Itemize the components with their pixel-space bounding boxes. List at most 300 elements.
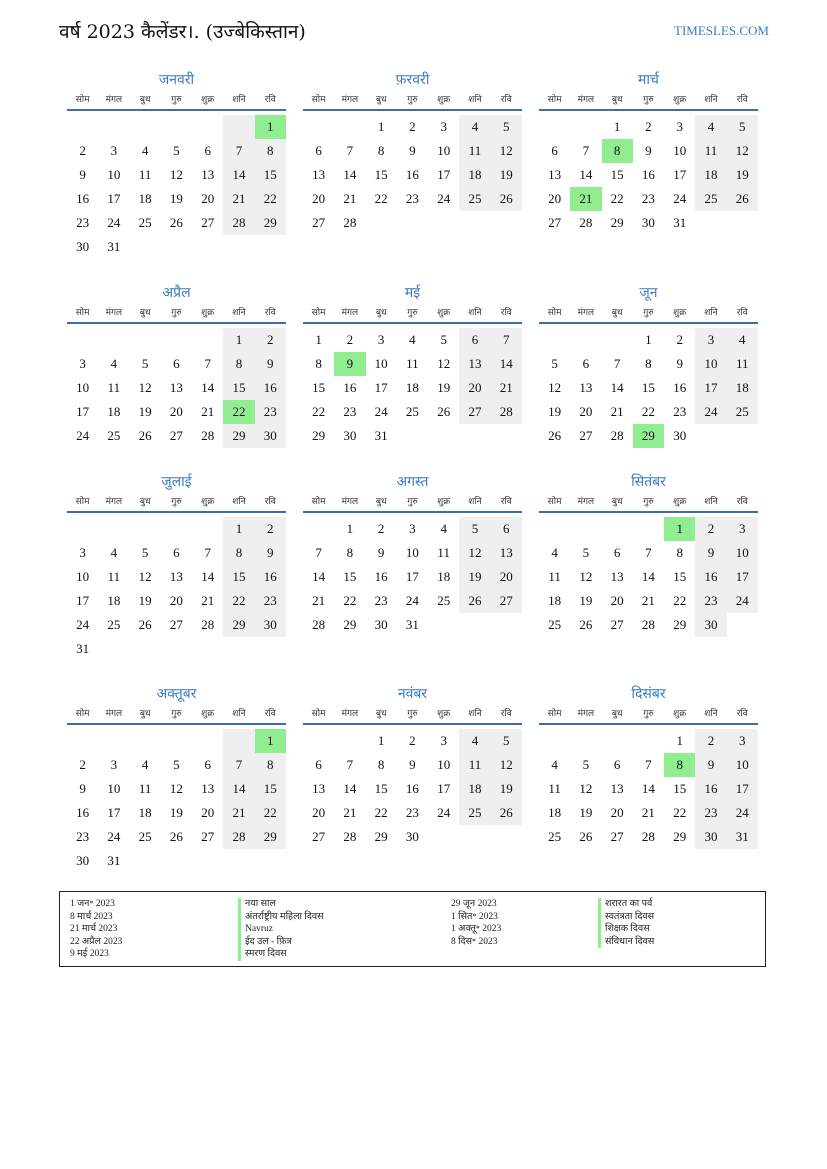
day-cell: 1: [664, 517, 695, 541]
day-cell: 29: [255, 825, 286, 849]
empty-day-cell: [98, 517, 129, 541]
day-cell: 11: [695, 139, 726, 163]
day-cell: 10: [727, 753, 758, 777]
weekday-label: गुरु: [407, 497, 418, 507]
empty-day-cell: [192, 328, 223, 352]
day-cell: 23: [255, 400, 286, 424]
day-cell: 10: [374, 356, 388, 371]
day-grid: [303, 115, 522, 235]
weekday-label: मंगल: [577, 308, 595, 318]
empty-day-cell: [633, 517, 664, 541]
day-cell: 22: [223, 400, 254, 424]
month-block: [67, 283, 286, 448]
day-cell: 9: [645, 143, 652, 158]
legend-holiday-name: नया साल: [238, 898, 324, 911]
weekday-label: रवि: [736, 709, 748, 719]
day-cell: 28: [201, 428, 215, 443]
day-cell: 22: [374, 191, 388, 206]
month-name: नवंबर: [397, 686, 428, 702]
weekday-label: बुध: [139, 709, 151, 719]
day-cell: 3: [440, 733, 447, 748]
day-cell: 14: [641, 781, 655, 796]
day-cell: 17: [107, 191, 121, 206]
weekday-label: गुरु: [171, 497, 182, 507]
weekday-header: [67, 494, 286, 513]
weekday-label: सोम: [311, 497, 326, 507]
day-cell: 26: [548, 428, 562, 443]
day-cell: 19: [548, 404, 562, 419]
day-cell: 11: [459, 139, 490, 163]
month-block: [539, 472, 758, 637]
weekday-label: शनि: [704, 709, 718, 719]
day-cell: 11: [548, 781, 561, 796]
day-cell: 14: [343, 781, 357, 796]
weekday-label: सोम: [311, 709, 326, 719]
day-cell: 27: [610, 829, 624, 844]
day-cell: 5: [440, 332, 447, 347]
weekday-label: शुक्र: [201, 709, 215, 719]
day-cell: 29: [633, 424, 664, 448]
day-cell: 9: [676, 356, 683, 371]
weekday-header: [303, 494, 522, 513]
weekday-label: शुक्र: [673, 709, 687, 719]
day-cell: 26: [169, 829, 183, 844]
day-cell: 19: [579, 593, 593, 608]
day-cell: 29: [673, 829, 687, 844]
day-cell: 12: [437, 356, 451, 371]
day-cell: 17: [76, 593, 90, 608]
day-cell: 6: [459, 328, 490, 352]
day-cell: 28: [641, 829, 655, 844]
empty-day-cell: [98, 115, 129, 139]
day-cell: 9: [695, 753, 726, 777]
day-cell: 6: [204, 143, 211, 158]
day-cell: 23: [641, 191, 655, 206]
day-cell: 7: [204, 356, 211, 371]
day-cell: 21: [343, 191, 357, 206]
day-cell: 20: [548, 191, 562, 206]
day-cell: 16: [374, 569, 388, 584]
day-cell: 12: [579, 781, 593, 796]
day-cell: 21: [223, 801, 254, 825]
weekday-label: सोम: [547, 308, 562, 318]
day-cell: 28: [610, 428, 624, 443]
day-cell: 8: [645, 356, 652, 371]
day-grid: [303, 328, 522, 448]
day-cell: 28: [579, 215, 593, 230]
day-cell: 31: [405, 617, 419, 632]
day-cell: 25: [138, 829, 152, 844]
day-cell: 28: [312, 617, 326, 632]
day-cell: 4: [440, 521, 447, 536]
day-cell: 4: [141, 757, 149, 772]
day-cell: 28: [223, 211, 254, 235]
day-cell: 16: [405, 781, 419, 796]
day-cell: 31: [107, 853, 121, 868]
day-cell: 26: [169, 215, 183, 230]
day-cell: 15: [343, 569, 357, 584]
weekday-label: मंगल: [341, 497, 359, 507]
day-cell: 1: [223, 328, 254, 352]
empty-day-cell: [633, 729, 664, 753]
day-cell: 15: [374, 167, 388, 182]
day-cell: 21: [570, 187, 601, 211]
day-cell: 19: [459, 565, 490, 589]
day-cell: 11: [138, 167, 152, 182]
month-block: [67, 70, 286, 259]
weekday-label: शुक्र: [437, 497, 451, 507]
month-block: [67, 472, 286, 661]
day-cell: 8: [664, 753, 695, 777]
day-cell: 30: [255, 613, 286, 637]
holiday-legend: [59, 891, 766, 967]
day-cell: 16: [641, 167, 655, 182]
legend-date: 8 मार्च 2023: [70, 911, 113, 922]
legend-dates-left: [70, 898, 122, 961]
day-cell: 27: [579, 428, 593, 443]
legend-date: 1 सित॰ 2023: [451, 911, 498, 922]
day-cell: 1: [377, 733, 385, 748]
legend-holiday-name: Navruz: [238, 923, 324, 936]
day-cell: 3: [110, 143, 118, 158]
day-grid: [539, 729, 758, 849]
empty-day-cell: [67, 729, 98, 753]
day-cell: 8: [255, 139, 286, 163]
empty-day-cell: [334, 115, 365, 139]
day-cell: 25: [437, 593, 451, 608]
empty-day-cell: [539, 517, 570, 541]
day-cell: 17: [437, 781, 451, 796]
empty-day-cell: [130, 729, 161, 753]
day-cell: 27: [312, 829, 326, 844]
day-cell: 18: [437, 569, 451, 584]
day-cell: 23: [405, 191, 419, 206]
day-cell: 26: [437, 404, 451, 419]
day-cell: 1: [645, 332, 652, 347]
day-cell: 29: [255, 211, 286, 235]
day-cell: 9: [79, 781, 86, 796]
month-name: फ़रवरी: [395, 72, 430, 88]
weekday-label: मंगल: [341, 709, 359, 719]
day-cell: 3: [79, 545, 86, 560]
weekday-label: गुरु: [643, 308, 654, 318]
empty-day-cell: [223, 729, 254, 753]
day-cell: 30: [374, 617, 388, 632]
day-cell: 19: [138, 593, 152, 608]
weekday-label: बुध: [611, 709, 623, 719]
day-cell: 23: [405, 805, 419, 820]
day-cell: 5: [173, 143, 180, 158]
weekday-header: [539, 92, 758, 111]
empty-day-cell: [130, 328, 161, 352]
day-cell: 27: [169, 428, 183, 443]
day-cell: 20: [201, 191, 215, 206]
weekday-label: सोम: [311, 95, 326, 105]
day-cell: 24: [76, 428, 90, 443]
day-cell: 11: [107, 569, 121, 584]
day-cell: 1: [676, 733, 683, 748]
weekday-label: शनि: [232, 709, 246, 719]
day-cell: 30: [695, 613, 726, 637]
day-cell: 6: [204, 757, 211, 772]
day-cell: 14: [491, 352, 522, 376]
weekday-label: रवि: [264, 308, 276, 318]
day-cell: 30: [695, 825, 726, 849]
day-cell: 17: [374, 380, 388, 395]
empty-day-cell: [161, 115, 192, 139]
day-cell: 28: [223, 825, 254, 849]
weekday-header: [303, 706, 522, 725]
empty-day-cell: [98, 729, 129, 753]
day-cell: 24: [107, 215, 121, 230]
day-cell: 4: [695, 115, 726, 139]
day-cell: 16: [76, 805, 90, 820]
day-cell: 12: [138, 380, 152, 395]
month-block: [539, 283, 758, 448]
day-cell: 13: [169, 380, 183, 395]
weekday-label: शनि: [232, 95, 246, 105]
day-cell: 16: [695, 777, 726, 801]
day-cell: 1: [315, 332, 322, 347]
day-cell: 19: [437, 380, 451, 395]
day-cell: 21: [201, 404, 215, 419]
day-cell: 15: [673, 569, 687, 584]
day-cell: 19: [491, 163, 522, 187]
day-cell: 17: [727, 777, 758, 801]
day-cell: 11: [548, 569, 561, 584]
empty-day-cell: [67, 328, 98, 352]
day-cell: 7: [645, 757, 652, 772]
day-cell: 27: [548, 215, 562, 230]
empty-day-cell: [98, 328, 129, 352]
weekday-label: शुक्र: [437, 709, 451, 719]
day-cell: 20: [491, 565, 522, 589]
day-cell: 11: [406, 356, 419, 371]
day-cell: 4: [459, 115, 490, 139]
day-cell: 13: [312, 167, 326, 182]
day-cell: 26: [579, 617, 593, 632]
weekday-label: रवि: [500, 95, 512, 105]
day-cell: 9: [334, 352, 365, 376]
weekday-label: शुक्र: [673, 308, 687, 318]
day-cell: 1: [255, 729, 286, 753]
weekday-label: मंगल: [341, 308, 359, 318]
day-cell: 26: [459, 589, 490, 613]
weekday-label: शनि: [468, 497, 482, 507]
day-cell: 25: [138, 215, 152, 230]
day-cell: 15: [673, 781, 687, 796]
day-cell: 14: [201, 380, 215, 395]
day-cell: 22: [673, 593, 687, 608]
day-cell: 10: [107, 167, 121, 182]
day-cell: 6: [173, 356, 180, 371]
day-cell: 26: [579, 829, 593, 844]
day-cell: 15: [255, 163, 286, 187]
weekday-label: शुक्र: [673, 95, 687, 105]
day-cell: 20: [579, 404, 593, 419]
day-cell: 10: [405, 545, 419, 560]
day-grid: [67, 115, 286, 259]
day-cell: 7: [491, 328, 522, 352]
empty-day-cell: [161, 328, 192, 352]
day-cell: 22: [374, 805, 388, 820]
day-cell: 2: [79, 757, 86, 772]
weekday-label: मंगल: [577, 95, 595, 105]
weekday-label: सोम: [311, 308, 326, 318]
day-cell: 25: [107, 428, 121, 443]
month-block: [303, 472, 522, 637]
day-cell: 11: [107, 380, 121, 395]
day-cell: 20: [610, 805, 624, 820]
day-grid: [539, 517, 758, 637]
day-cell: 6: [613, 545, 621, 560]
day-cell: 11: [727, 352, 758, 376]
month-name: दिसंबर: [631, 686, 666, 702]
weekday-label: मंगल: [577, 497, 595, 507]
day-cell: 30: [641, 215, 655, 230]
day-cell: 13: [169, 569, 183, 584]
day-cell: 14: [579, 167, 593, 182]
day-cell: 1: [346, 521, 354, 536]
month-name: अप्रैल: [162, 285, 191, 301]
weekday-label: शनि: [704, 497, 718, 507]
weekday-header: [67, 92, 286, 111]
site-link[interactable]: TIMESLES.COM: [674, 23, 769, 38]
empty-day-cell: [192, 115, 223, 139]
day-cell: 4: [110, 356, 118, 371]
legend-date: 29 जून 2023: [451, 899, 497, 909]
weekday-label: गुरु: [407, 709, 418, 719]
legend-holiday-name: स्वतंत्रता दिवस: [598, 911, 654, 924]
day-cell: 7: [346, 143, 354, 158]
day-cell: 1: [223, 517, 254, 541]
empty-day-cell: [602, 729, 633, 753]
day-cell: 2: [377, 521, 385, 536]
legend-holiday-name: स्मरण दिवस: [238, 948, 324, 961]
day-cell: 14: [641, 569, 655, 584]
weekday-label: मंगल: [105, 497, 123, 507]
day-grid: [67, 729, 286, 873]
day-cell: 24: [374, 404, 388, 419]
day-cell: 23: [76, 829, 90, 844]
day-cell: 12: [727, 139, 758, 163]
day-cell: 29: [223, 613, 254, 637]
day-cell: 21: [312, 593, 326, 608]
weekday-header: [539, 706, 758, 725]
day-cell: 29: [374, 829, 388, 844]
empty-day-cell: [570, 729, 601, 753]
day-cell: 24: [673, 191, 687, 206]
day-cell: 5: [582, 757, 590, 772]
day-cell: 24: [437, 805, 451, 820]
weekday-label: मंगल: [577, 709, 595, 719]
day-cell: 29: [610, 215, 624, 230]
legend-dates-right: [451, 898, 501, 948]
day-cell: 21: [491, 376, 522, 400]
day-cell: 4: [551, 757, 558, 772]
empty-day-cell: [539, 115, 570, 139]
weekday-label: बुध: [139, 497, 151, 507]
weekday-label: बुध: [139, 308, 151, 318]
day-cell: 17: [437, 167, 451, 182]
day-cell: 10: [76, 569, 90, 584]
day-cell: 14: [610, 380, 624, 395]
day-cell: 17: [405, 569, 419, 584]
day-cell: 16: [255, 565, 286, 589]
day-cell: 29: [312, 428, 326, 443]
day-cell: 16: [673, 380, 687, 395]
weekday-label: रवि: [264, 709, 276, 719]
month-name: मार्च: [638, 72, 659, 88]
day-cell: 25: [459, 187, 490, 211]
weekday-label: गुरु: [171, 308, 182, 318]
day-cell: 7: [223, 753, 254, 777]
day-cell: 3: [727, 729, 758, 753]
day-cell: 6: [315, 143, 322, 158]
empty-day-cell: [192, 517, 223, 541]
day-cell: 13: [459, 352, 490, 376]
day-cell: 8: [223, 352, 254, 376]
month-name: अगस्त: [396, 474, 429, 490]
day-cell: 18: [405, 380, 419, 395]
weekday-label: बुध: [611, 497, 623, 507]
day-cell: 6: [315, 757, 322, 772]
day-cell: 23: [255, 589, 286, 613]
day-cell: 24: [695, 400, 726, 424]
day-cell: 28: [343, 829, 357, 844]
month-name: मई: [404, 285, 421, 301]
day-cell: 14: [201, 569, 215, 584]
day-cell: 24: [405, 593, 419, 608]
day-cell: 12: [548, 380, 562, 395]
weekday-label: बुध: [611, 95, 623, 105]
empty-day-cell: [67, 517, 98, 541]
legend-date: 1 अक्तू॰ 2023: [451, 924, 502, 934]
weekday-label: शुक्र: [201, 95, 215, 105]
weekday-label: बुध: [139, 95, 151, 105]
day-cell: 13: [610, 781, 624, 796]
day-grid: [303, 729, 522, 849]
weekday-label: सोम: [75, 497, 90, 507]
day-cell: 8: [377, 143, 385, 158]
weekday-label: गुरु: [643, 497, 654, 507]
day-cell: 2: [695, 517, 726, 541]
day-cell: 27: [491, 589, 522, 613]
weekday-header: [67, 305, 286, 324]
day-cell: 10: [695, 352, 726, 376]
day-cell: 7: [613, 356, 621, 371]
day-cell: 31: [107, 239, 121, 254]
day-cell: 30: [76, 853, 90, 868]
legend-holiday-name: अंतर्राष्ट्रीय महिला दिवस: [238, 911, 324, 924]
day-cell: 5: [141, 545, 149, 560]
day-cell: 21: [610, 404, 624, 419]
day-cell: 25: [459, 801, 490, 825]
day-cell: 25: [695, 187, 726, 211]
day-grid: [539, 115, 758, 235]
day-cell: 14: [343, 167, 357, 182]
weekday-label: शुक्र: [201, 308, 215, 318]
weekday-label: शुक्र: [673, 497, 687, 507]
day-cell: 10: [76, 380, 90, 395]
day-cell: 17: [107, 805, 121, 820]
day-cell: 26: [491, 801, 522, 825]
day-cell: 3: [377, 332, 385, 347]
day-cell: 7: [315, 545, 322, 560]
empty-day-cell: [539, 729, 570, 753]
day-cell: 3: [676, 119, 683, 134]
day-cell: 29: [223, 424, 254, 448]
